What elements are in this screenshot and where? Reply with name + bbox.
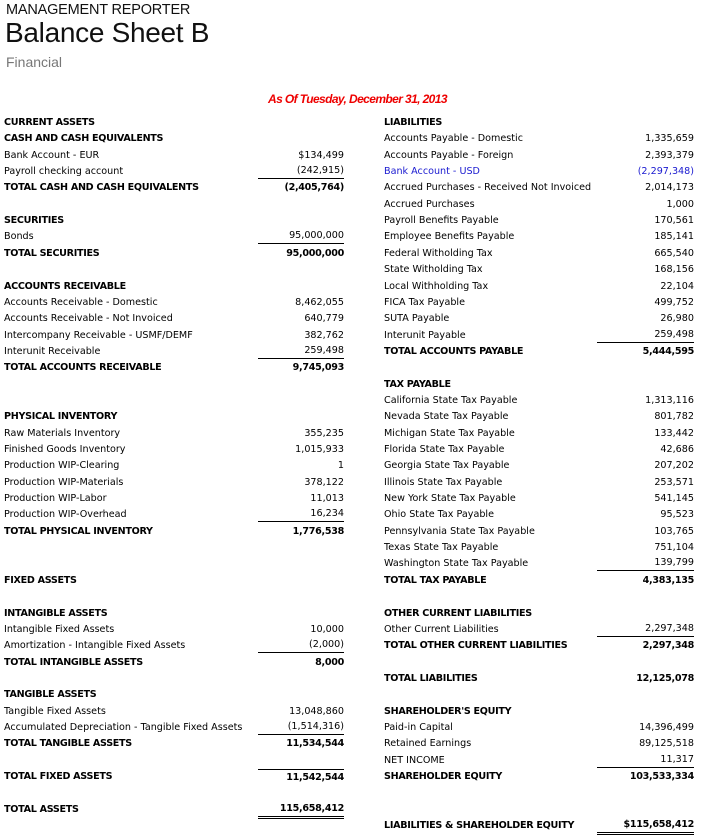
total-row (384, 769, 694, 785)
row-amount: 13,048,860 (289, 705, 344, 717)
section-heading (4, 687, 344, 703)
app-name: MANAGEMENT REPORTER (6, 2, 191, 18)
row-label: Florida State Tax Payable (384, 444, 505, 455)
row-label: ACCOUNTS RECEIVABLE (4, 280, 126, 292)
account-row (384, 475, 694, 491)
row-amount: 95,523 (660, 509, 694, 521)
row-label: TOTAL PHYSICAL INVENTORY (4, 525, 153, 537)
row-label: Accumulated Depreciation - Tangible Fixed Assets (4, 721, 243, 733)
row-amount: 8,000 (315, 656, 344, 668)
row-label: TOTAL TANGIBLE ASSETS (4, 738, 132, 750)
row-label: TOTAL ACCOUNTS RECEIVABLE (4, 362, 162, 374)
total-row (384, 344, 694, 360)
row-amount: 185,141 (654, 231, 694, 243)
total-row (4, 802, 344, 818)
row-label: Bank Account - EUR (4, 149, 100, 161)
row-amount: 89,125,518 (639, 738, 694, 750)
row-amount: 168,156 (654, 264, 694, 276)
row-label: Other Current Liabilities (384, 623, 499, 635)
row-label: SECURITIES (4, 215, 64, 227)
account-row (384, 491, 694, 507)
account-row (384, 180, 694, 196)
row-label: Raw Materials Inventory (4, 427, 121, 439)
row-label: Interunit Receivable (4, 345, 101, 357)
row-amount: (2,000) (258, 638, 344, 653)
account-row (4, 491, 344, 507)
row-amount: 103,765 (654, 525, 694, 537)
row-amount: 8,462,055 (295, 296, 344, 308)
account-row (384, 229, 694, 245)
total-row (4, 655, 344, 671)
row-amount: 11,013 (310, 493, 344, 505)
account-row (4, 148, 344, 164)
total-row (4, 736, 344, 752)
account-row (4, 622, 344, 638)
account-row (4, 720, 344, 736)
row-label: TOTAL SECURITIES (4, 247, 100, 259)
account-row (4, 507, 344, 523)
account-row (384, 328, 694, 344)
section-heading (4, 213, 344, 229)
row-label: Georgia State Tax Payable (384, 460, 510, 472)
account-row (384, 409, 694, 425)
row-amount: 665,540 (654, 247, 694, 259)
row-label: Illinois State Tax Payable (384, 476, 503, 488)
row-amount: 22,104 (660, 280, 694, 292)
row-label: Finished Goods Inventory (4, 444, 126, 455)
account-row (384, 720, 694, 736)
row-amount: 259,498 (597, 328, 694, 343)
row-label: Ohio State Tax Payable (384, 509, 494, 521)
row-amount: 640,779 (304, 313, 344, 325)
row-label: Nevada State Tax Payable (384, 411, 509, 423)
row-amount: (2,297,348) (637, 166, 694, 178)
row-label: TANGIBLE ASSETS (4, 689, 97, 701)
section-heading (4, 573, 344, 589)
row-amount: 1,015,933 (295, 444, 344, 455)
row-amount: 16,234 (258, 507, 344, 522)
row-label: Bonds (4, 231, 34, 243)
row-amount: 9,745,093 (292, 362, 344, 374)
row-label: TOTAL TAX PAYABLE (384, 574, 487, 586)
row-label: Accrued Purchases (384, 198, 475, 210)
section-heading (4, 606, 344, 622)
row-label: Tangible Fixed Assets (4, 705, 106, 717)
row-amount: 499,752 (654, 296, 694, 308)
row-label: SUTA Payable (384, 313, 450, 325)
account-row (4, 328, 344, 344)
total-row (384, 671, 694, 687)
row-amount: 355,235 (304, 427, 344, 439)
row-label: Accounts Receivable - Not Invoiced (4, 313, 173, 325)
section-heading (384, 377, 694, 393)
section-heading (384, 704, 694, 720)
row-label: Accounts Payable - Foreign (384, 149, 514, 161)
account-row (4, 295, 344, 311)
row-amount: 541,145 (654, 493, 694, 505)
row-label: TOTAL ACCOUNTS PAYABLE (384, 345, 524, 357)
section-heading (384, 115, 694, 131)
account-row (4, 229, 344, 245)
account-row (4, 344, 344, 360)
row-amount: 2,393,379 (645, 149, 694, 161)
account-row (4, 458, 344, 474)
row-label: Accounts Receivable - Domestic (4, 296, 158, 308)
section-heading (384, 606, 694, 622)
row-amount: 207,202 (654, 460, 694, 472)
row-label: State Witholding Tax (384, 264, 483, 276)
row-amount: 11,542,544 (258, 769, 344, 786)
row-amount: 801,782 (654, 411, 694, 423)
report-title: Balance Sheet B (5, 17, 210, 48)
row-label: Payroll checking account (4, 166, 124, 178)
row-label: New York State Tax Payable (384, 493, 516, 505)
row-label: Intangible Fixed Assets (4, 623, 115, 635)
row-label: Retained Earnings (384, 738, 472, 750)
account-row (384, 148, 694, 164)
row-amount: 170,561 (654, 215, 694, 227)
total-row (4, 360, 344, 376)
account-row (384, 295, 694, 311)
row-label: Texas State Tax Payable (384, 542, 499, 554)
row-amount: 95,000,000 (258, 229, 344, 244)
row-amount: 382,762 (304, 329, 344, 341)
section-heading (4, 131, 344, 147)
row-label: Amortization - Intangible Fixed Assets (4, 640, 186, 652)
account-row (384, 556, 694, 572)
row-amount: 2,014,173 (645, 182, 694, 194)
row-label: Production WIP-Overhead (4, 509, 127, 521)
account-row (384, 507, 694, 523)
row-label: TOTAL INTANGIBLE ASSETS (4, 656, 143, 668)
row-label: TOTAL LIABILITIES (384, 672, 478, 684)
total-row (4, 524, 344, 540)
row-amount: 10,000 (310, 623, 344, 635)
row-amount: 1,313,116 (645, 394, 694, 406)
section-heading (4, 409, 344, 425)
row-label: SHAREHOLDER EQUITY (384, 771, 503, 782)
row-amount: 11,534,544 (286, 738, 344, 750)
row-amount: 12,125,078 (636, 672, 694, 684)
row-amount: 103,533,334 (629, 771, 694, 782)
total-row (4, 769, 344, 785)
row-amount: 1,000 (666, 198, 694, 210)
section-heading (4, 279, 344, 295)
row-amount: 14,396,499 (639, 721, 694, 733)
account-row (4, 311, 344, 327)
row-label: Federal Witholding Tax (384, 247, 493, 259)
row-label: Bank Account - USD (384, 166, 480, 178)
account-row (4, 475, 344, 491)
account-row (4, 164, 344, 180)
row-label: California State Tax Payable (384, 394, 518, 406)
account-row (384, 131, 694, 147)
row-amount: $134,499 (298, 149, 344, 161)
row-amount: 139,799 (597, 556, 694, 571)
row-amount: 2,297,348 (597, 622, 694, 637)
account-row (384, 246, 694, 262)
row-label: INTANGIBLE ASSETS (4, 607, 108, 619)
row-label: PHYSICAL INVENTORY (4, 411, 118, 423)
row-amount: 751,104 (654, 542, 694, 554)
row-amount: 1,335,659 (645, 133, 694, 145)
section-heading (4, 115, 344, 131)
row-label: TOTAL ASSETS (4, 803, 79, 815)
row-label: SHAREHOLDER'S EQUITY (384, 705, 512, 717)
row-label: OTHER CURRENT LIABILITIES (384, 607, 532, 619)
row-label: TOTAL FIXED ASSETS (4, 771, 113, 782)
account-row (384, 311, 694, 327)
row-label: Accounts Payable - Domestic (384, 133, 523, 145)
account-row (384, 393, 694, 409)
row-amount: 378,122 (304, 476, 344, 488)
row-amount: $115,658,412 (597, 818, 694, 835)
row-amount: 1,776,538 (292, 525, 344, 537)
row-amount: 253,571 (654, 476, 694, 488)
account-row (384, 213, 694, 229)
total-row (4, 246, 344, 262)
account-row (384, 753, 694, 769)
total-row (4, 180, 344, 196)
row-label: Payroll Benefits Payable (384, 215, 499, 227)
row-label: TOTAL CASH AND CASH EQUIVALENTS (4, 182, 199, 194)
account-row (384, 164, 694, 180)
row-amount: 115,658,412 (258, 802, 344, 819)
row-label: Interunit Payable (384, 329, 466, 341)
account-row (384, 262, 694, 278)
account-row (4, 426, 344, 442)
report-subtitle: Financial (6, 54, 63, 70)
row-label: NET INCOME (384, 754, 445, 766)
row-label: Michigan State Tax Payable (384, 427, 515, 439)
row-label: Washington State Tax Payable (384, 558, 529, 570)
row-label: Production WIP-Materials (4, 476, 124, 488)
account-row (384, 197, 694, 213)
row-amount: 5,444,595 (642, 345, 694, 357)
row-label: Intercompany Receivable - USMF/DEMF (4, 329, 193, 341)
account-row (384, 524, 694, 540)
account-row (384, 458, 694, 474)
as-of-date: As Of Tuesday, December 31, 2013 (268, 92, 447, 106)
account-row (384, 736, 694, 752)
account-row (384, 622, 694, 638)
account-row (4, 638, 344, 654)
row-label: LIABILITIES & SHAREHOLDER EQUITY (384, 820, 575, 832)
row-amount: 42,686 (660, 444, 694, 455)
account-row (4, 704, 344, 720)
row-amount: (242,915) (258, 164, 344, 179)
row-label: Paid-in Capital (384, 721, 453, 733)
row-amount: 1 (337, 460, 344, 472)
row-label: LIABILITIES (384, 117, 442, 128)
row-label: Production WIP-Labor (4, 493, 107, 505)
row-amount: (1,514,316) (258, 720, 344, 735)
row-label: FICA Tax Payable (384, 296, 465, 308)
row-label: Pennsylvania State Tax Payable (384, 525, 535, 537)
row-amount: 4,383,135 (642, 574, 694, 586)
row-label: CASH AND CASH EQUIVALENTS (4, 133, 164, 145)
row-amount: 95,000,000 (286, 247, 344, 259)
total-row (384, 573, 694, 589)
account-row (384, 442, 694, 458)
account-row (384, 540, 694, 556)
row-label: Local Withholding Tax (384, 280, 489, 292)
account-row (384, 426, 694, 442)
row-amount: (2,405,764) (284, 182, 344, 194)
row-amount: 133,442 (654, 427, 694, 439)
row-label: Production WIP-Clearing (4, 460, 120, 472)
row-amount: 2,297,348 (642, 640, 694, 652)
row-amount: 259,498 (258, 344, 344, 359)
total-row (384, 638, 694, 654)
row-label: CURRENT ASSETS (4, 117, 95, 128)
row-label: Accrued Purchases - Received Not Invoiced (384, 182, 592, 194)
account-row (4, 442, 344, 458)
row-amount: 11,317 (597, 753, 694, 768)
row-label: TOTAL OTHER CURRENT LIABILITIES (384, 640, 568, 652)
row-label: Employee Benefits Payable (384, 231, 515, 243)
row-label: FIXED ASSETS (4, 574, 77, 586)
row-label: TAX PAYABLE (384, 378, 451, 390)
row-amount: 26,980 (660, 313, 694, 325)
total-row (384, 818, 694, 834)
account-row (384, 279, 694, 295)
